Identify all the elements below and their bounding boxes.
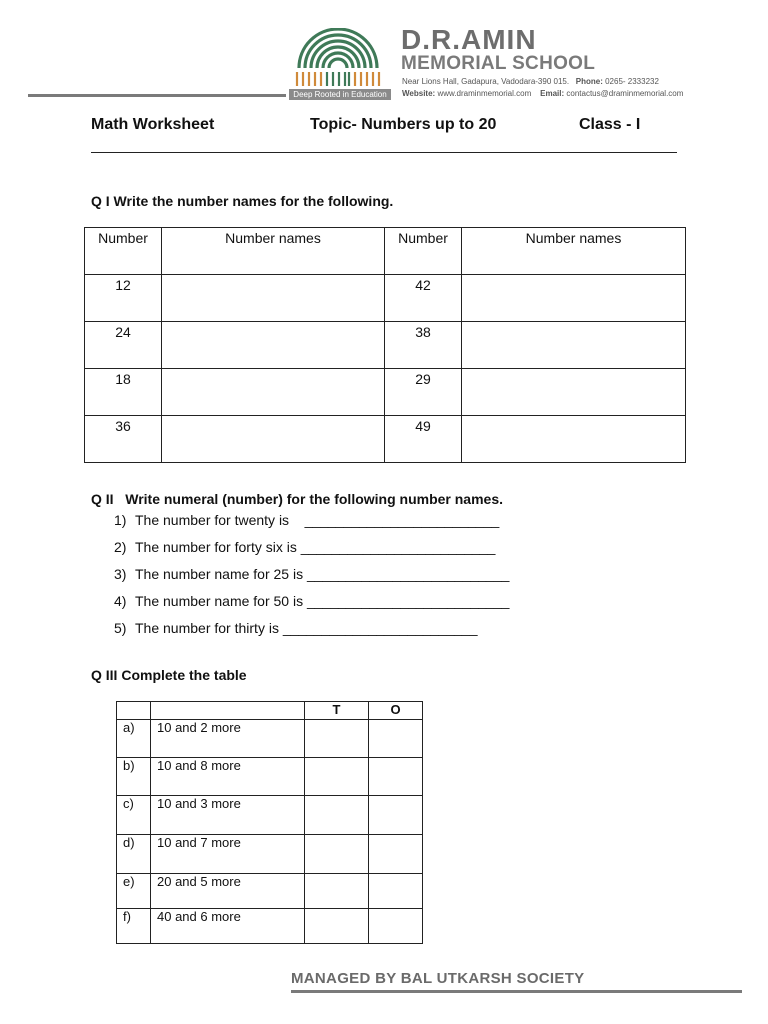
column-header bbox=[151, 702, 305, 720]
row-label: f) bbox=[117, 909, 151, 944]
answer-cell[interactable] bbox=[162, 275, 385, 322]
table-header-row bbox=[85, 228, 686, 275]
website-label: Website: bbox=[402, 89, 436, 98]
column-header: Number names bbox=[162, 228, 385, 275]
column-header bbox=[117, 702, 151, 720]
school-logo-icon bbox=[291, 28, 385, 88]
list-item bbox=[114, 539, 495, 555]
row-prompt: 20 and 5 more bbox=[151, 874, 305, 909]
answer-cell[interactable] bbox=[462, 369, 686, 416]
column-header-tens: T bbox=[305, 702, 369, 720]
q3-heading: Q III Complete the table bbox=[91, 667, 247, 683]
list-number: 4) bbox=[114, 593, 127, 609]
table-row bbox=[117, 796, 423, 835]
list-number: 2) bbox=[114, 539, 127, 555]
header-divider bbox=[28, 94, 286, 97]
list-text: The number for thirty is _________________________ bbox=[135, 620, 478, 636]
list-text: The number for forty six is _________________________ bbox=[135, 539, 496, 555]
list-item bbox=[114, 512, 499, 528]
number-cell: 18 bbox=[85, 369, 162, 416]
footer-divider bbox=[291, 990, 742, 993]
ones-answer-cell[interactable] bbox=[369, 874, 423, 909]
complete-the-table bbox=[116, 701, 423, 944]
ones-answer-cell[interactable] bbox=[369, 835, 423, 874]
table-row bbox=[117, 909, 423, 944]
phone-number: 0265- 2333232 bbox=[605, 77, 659, 86]
school-address-line bbox=[402, 77, 659, 86]
row-prompt: 40 and 6 more bbox=[151, 909, 305, 944]
answer-cell[interactable] bbox=[162, 322, 385, 369]
row-label: a) bbox=[117, 720, 151, 758]
number-cell: 29 bbox=[385, 369, 462, 416]
table-row bbox=[85, 322, 686, 369]
table-row bbox=[117, 758, 423, 796]
tens-answer-cell[interactable] bbox=[305, 758, 369, 796]
column-header: Number bbox=[85, 228, 162, 275]
number-cell: 38 bbox=[385, 322, 462, 369]
worksheet-topic: Topic- Numbers up to 20 bbox=[310, 116, 497, 133]
number-cell: 49 bbox=[385, 416, 462, 463]
answer-cell[interactable] bbox=[462, 416, 686, 463]
column-header: Number bbox=[385, 228, 462, 275]
answer-cell[interactable] bbox=[462, 275, 686, 322]
tens-answer-cell[interactable] bbox=[305, 835, 369, 874]
column-header: Number names bbox=[462, 228, 686, 275]
list-item bbox=[114, 620, 477, 636]
number-cell: 42 bbox=[385, 275, 462, 322]
answer-cell[interactable] bbox=[162, 416, 385, 463]
number-names-table bbox=[84, 227, 686, 463]
table-row bbox=[85, 416, 686, 463]
row-label: b) bbox=[117, 758, 151, 796]
tens-answer-cell[interactable] bbox=[305, 874, 369, 909]
footer-text: MANAGED BY BAL UTKARSH SOCIETY bbox=[291, 970, 585, 987]
ones-answer-cell[interactable] bbox=[369, 796, 423, 835]
table-row bbox=[117, 720, 423, 758]
list-number: 5) bbox=[114, 620, 127, 636]
list-text: The number name for 25 is __________________________ bbox=[135, 566, 510, 582]
school-contact-line bbox=[402, 89, 683, 98]
school-name-line1: D.R.AMIN bbox=[401, 24, 537, 55]
row-prompt: 10 and 3 more bbox=[151, 796, 305, 835]
email-link[interactable]: contactus@draminmemorial.com bbox=[566, 89, 684, 98]
answer-cell[interactable] bbox=[462, 322, 686, 369]
ones-answer-cell[interactable] bbox=[369, 758, 423, 796]
number-cell: 24 bbox=[85, 322, 162, 369]
tens-answer-cell[interactable] bbox=[305, 909, 369, 944]
table-row bbox=[85, 275, 686, 322]
q2-heading: Q II Write numeral (number) for the following number names. bbox=[91, 491, 504, 507]
list-text: The number for twenty is _________________________ bbox=[135, 512, 500, 528]
row-label: e) bbox=[117, 874, 151, 909]
row-prompt: 10 and 8 more bbox=[151, 758, 305, 796]
list-number: 1) bbox=[114, 512, 127, 528]
ones-answer-cell[interactable] bbox=[369, 909, 423, 944]
table-header-row bbox=[117, 702, 423, 720]
number-cell: 36 bbox=[85, 416, 162, 463]
ones-answer-cell[interactable] bbox=[369, 720, 423, 758]
tens-answer-cell[interactable] bbox=[305, 796, 369, 835]
school-tagline: Deep Rooted in Education bbox=[289, 89, 391, 100]
list-item bbox=[114, 593, 509, 609]
table-row bbox=[117, 874, 423, 909]
school-address: Near Lions Hall, Gadapura, Vadodara-390 015. bbox=[402, 77, 570, 86]
email-label: Email: bbox=[540, 89, 565, 98]
school-name-line2: MEMORIAL SCHOOL bbox=[401, 53, 596, 74]
column-header-ones: O bbox=[369, 702, 423, 720]
list-number: 3) bbox=[114, 566, 127, 582]
table-row bbox=[85, 369, 686, 416]
website-link[interactable]: www.draminmemorial.com bbox=[437, 89, 532, 98]
phone-label: Phone: bbox=[575, 77, 603, 86]
list-text: The number name for 50 is __________________________ bbox=[135, 593, 510, 609]
row-label: c) bbox=[117, 796, 151, 835]
answer-cell[interactable] bbox=[162, 369, 385, 416]
row-label: d) bbox=[117, 835, 151, 874]
worksheet-title: Math Worksheet bbox=[91, 116, 215, 133]
title-underline bbox=[91, 152, 677, 153]
tens-answer-cell[interactable] bbox=[305, 720, 369, 758]
number-cell: 12 bbox=[85, 275, 162, 322]
table-row bbox=[117, 835, 423, 874]
q1-heading: Q I Write the number names for the following. bbox=[91, 193, 394, 209]
list-item bbox=[114, 566, 509, 582]
row-prompt: 10 and 7 more bbox=[151, 835, 305, 874]
row-prompt: 10 and 2 more bbox=[151, 720, 305, 758]
worksheet-class: Class - I bbox=[579, 116, 641, 133]
